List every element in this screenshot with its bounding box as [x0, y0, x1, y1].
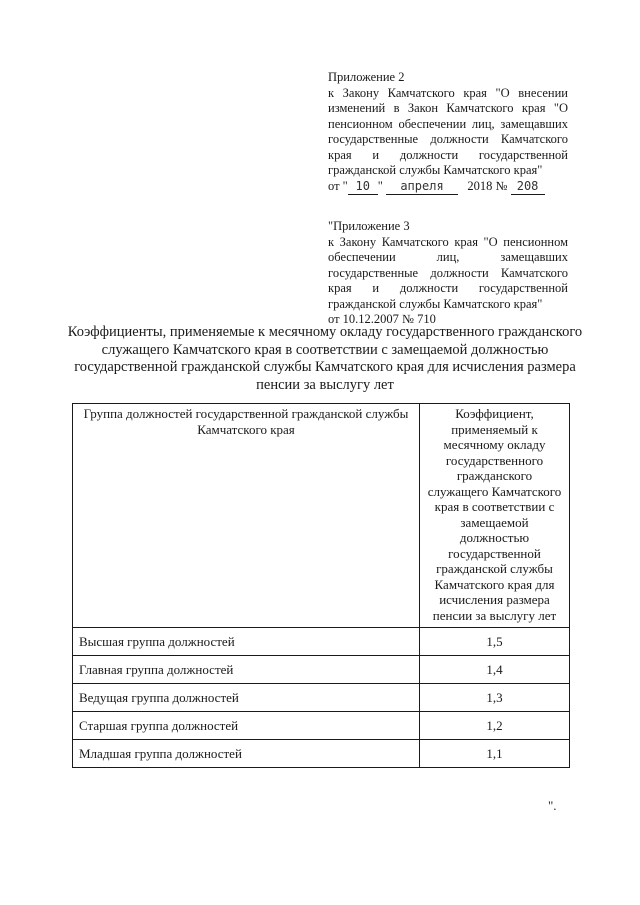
row-coefficient: 1,3	[420, 684, 570, 712]
appendix-3-date: от 10.12.2007 № 710	[328, 312, 436, 326]
closing-quote-mark: ".	[548, 798, 557, 813]
handwritten-month: апреля	[386, 179, 458, 196]
table-row	[73, 684, 570, 712]
document-title: Коэффициенты, применяемые к месячному окладу государственного гражданского служащего Камчатского края в соответствии с замещаемой должностью государственной гражданской службы Камчатского края для исчисления размера пенсии за выслугу лет	[67, 324, 583, 393]
table-row	[73, 740, 570, 768]
appendix-2-date	[328, 179, 568, 196]
date-quote: "	[377, 178, 383, 193]
header-coefficient: Коэффициент, применяемый к месячному окладу государственного гражданского служащего Камчатского края в соответствии с замещаемой должностью государственной гражданской службы Камчатского края для исчисления размера пенсии за выслугу лет	[420, 404, 570, 628]
header-group: Группа должностей государственной гражданской службы Камчатского края	[73, 404, 420, 628]
row-coefficient: 1,1	[420, 740, 570, 768]
date-prefix: от "	[328, 178, 348, 193]
handwritten-day: 10	[348, 179, 378, 196]
row-coefficient: 1,4	[420, 656, 570, 684]
row-coefficient: 1,2	[420, 712, 570, 740]
appendix-3-block	[328, 219, 568, 328]
row-coefficient: 1,5	[420, 628, 570, 656]
row-group: Высшая группа должностей	[73, 628, 420, 656]
table-row	[73, 628, 570, 656]
handwritten-number: 208	[511, 179, 545, 196]
table-header-row	[73, 404, 570, 628]
row-group: Старшая группа должностей	[73, 712, 420, 740]
number-sign: №	[495, 178, 508, 193]
table-row	[73, 712, 570, 740]
appendix-2-body: к Закону Камчатского края "О внесении изменений в Закон Камчатского края "О пенсионном обеспечении лиц, замещавших государственные должности Камчатского края и должности государственной гражданской службы Камчатского края"	[328, 85, 568, 177]
row-group: Ведущая группа должностей	[73, 684, 420, 712]
date-year: 2018	[467, 178, 493, 193]
appendix-3-heading: "Приложение 3	[328, 219, 410, 233]
coefficients-table	[72, 403, 570, 768]
table-row	[73, 656, 570, 684]
row-group: Главная группа должностей	[73, 656, 420, 684]
row-group: Младшая группа должностей	[73, 740, 420, 768]
appendix-2-block	[328, 70, 568, 195]
appendix-3-body: к Закону Камчатского края "О пенсионном обеспечении лиц, замещавших государственные должности Камчатского края и должности государственной гражданской службы Камчатского края"	[328, 234, 568, 311]
appendix-2-heading: Приложение 2	[328, 70, 405, 84]
